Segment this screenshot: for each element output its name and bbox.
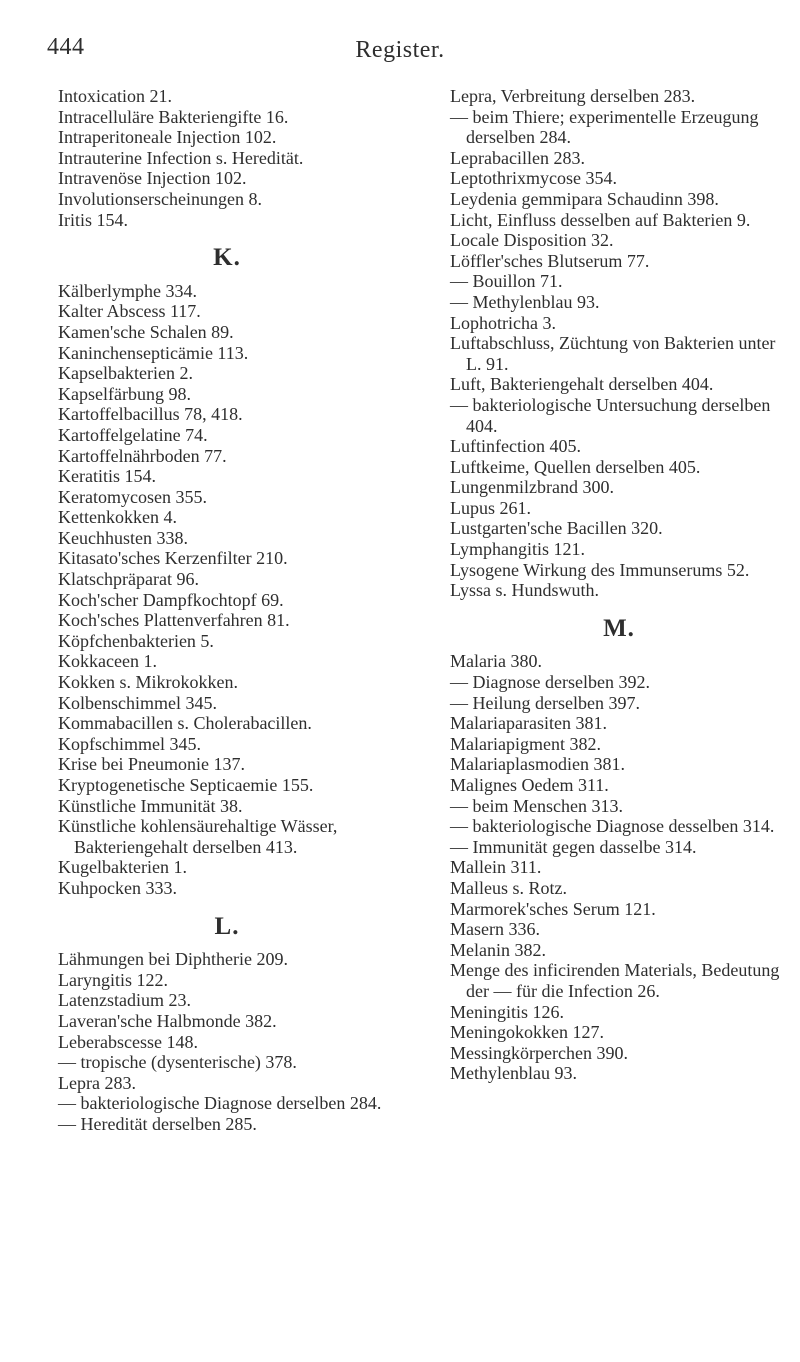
index-entry: Malignes Oedem 311. bbox=[450, 775, 609, 795]
index-entry: Lepra, Verbreitung derselben 283. bbox=[450, 86, 696, 106]
index-entry: Kalter Abscess 117. bbox=[58, 301, 201, 322]
index-entry: Kaninchensepticämie 113. bbox=[58, 342, 249, 363]
index-entry: — Heredität derselben 285. bbox=[58, 1113, 257, 1134]
index-entry: Kokkaceen 1. bbox=[58, 651, 157, 672]
index-entry: — Immunität gegen dasselbe 314. bbox=[450, 836, 697, 857]
index-entry: Lysogene Wirkung des Immunserums 52. bbox=[450, 559, 750, 580]
index-entry: Kitasato'sches Kerzenfilter 210. bbox=[58, 548, 288, 569]
index-entry: Kapselbakterien 2. bbox=[58, 363, 193, 384]
index-entry: Licht, Einfluss desselben auf Bakterien 9. bbox=[450, 209, 751, 230]
index-entry: — beim Menschen 313. bbox=[450, 795, 623, 816]
index-entry: — bakteriologische Untersuchung derselben 404. bbox=[450, 394, 771, 436]
index-entry: Kettenkokken 4. bbox=[58, 507, 177, 528]
index-entry: Kokken s. Mikrokokken. bbox=[58, 672, 238, 693]
index-entry: Kryptogenetische Septicaemie 155. bbox=[58, 775, 314, 795]
index-entry: — tropische (dysenterische) 378. bbox=[58, 1052, 297, 1073]
index-entry: Koch'sches Plattenverfahren 81. bbox=[58, 610, 290, 631]
index-entry: Kopfschimmel 345. bbox=[58, 733, 201, 754]
index-entry: Luftabschluss, Züchtung von Bakterien unter L. 91. bbox=[450, 333, 776, 374]
index-entry: Latenzstadium 23. bbox=[58, 990, 191, 1011]
index-entry: Meningitis 126. bbox=[450, 1001, 565, 1022]
index-entry: Kommabacillen s. Cholerabacillen. bbox=[58, 713, 312, 734]
index-entry: Meningokokken 127. bbox=[450, 1022, 604, 1043]
index-entry: Keratitis 154. bbox=[58, 466, 156, 487]
index-entry: Kartoffelgelatine 74. bbox=[58, 424, 208, 445]
index-entry: Laveran'sche Halbmonde 382. bbox=[58, 1010, 277, 1031]
index-entry: Klatschpräparat 96. bbox=[58, 569, 199, 590]
index-entry: Lungenmilzbrand 300. bbox=[450, 477, 614, 498]
page-number: 444 bbox=[47, 34, 85, 60]
index-entry: Kamen'sche Schalen 89. bbox=[58, 321, 234, 342]
index-entry: Malariaparasiten 381. bbox=[450, 713, 607, 734]
index-entry: Löffler'sches Blutserum 77. bbox=[450, 250, 650, 271]
index-entry: Krise bei Pneumonie 137. bbox=[58, 754, 245, 775]
index-entry: Leydenia gemmipara Schaudinn 398. bbox=[450, 188, 719, 209]
index-entry: Malaria 380. bbox=[450, 651, 542, 672]
index-entry: Kartoffelbacillus 78, 418. bbox=[58, 404, 243, 425]
index-entry: Marmorek'sches Serum 121. bbox=[450, 898, 656, 919]
index-entry: Künstliche Immunität 38. bbox=[58, 795, 243, 816]
index-entry: Mallein 311. bbox=[450, 857, 542, 878]
index-entry: Intrauterine Infection s. Heredität. bbox=[58, 147, 304, 168]
index-entry: — Heilung derselben 397. bbox=[450, 692, 640, 713]
index-entry: Involutionserscheinungen 8. bbox=[58, 188, 262, 209]
index-entry: Malleus s. Rotz. bbox=[450, 877, 567, 898]
index-entry: Intravenöse Injection 102. bbox=[58, 168, 247, 189]
index-entry: Keratomycosen 355. bbox=[58, 486, 207, 507]
index-entry: — Diagnose derselben 392. bbox=[450, 672, 650, 693]
index-entry: — Methylenblau 93. bbox=[450, 291, 600, 312]
index-entry: Iritis 154. bbox=[58, 209, 128, 230]
index-column-left bbox=[58, 86, 396, 1135]
index-entry: Leptothrixmycose 354. bbox=[450, 168, 617, 189]
index-entry: Kartoffelnährboden 77. bbox=[58, 445, 227, 466]
section-letter-heading: L. bbox=[214, 912, 240, 940]
index-entry: Künstliche kohlensäurehaltige Wässer, Bakteriengehalt derselben 413. bbox=[58, 816, 338, 857]
index-entry: Leberabscesse 148. bbox=[58, 1031, 198, 1052]
index-entry: Malariapigment 382. bbox=[450, 733, 601, 754]
index-entry: Kuhpocken 333. bbox=[58, 877, 177, 898]
index-entry: Lophotricha 3. bbox=[450, 312, 556, 333]
index-entry: Malariaplasmodien 381. bbox=[450, 754, 625, 775]
index-entry: Luft, Bakteriengehalt derselben 404. bbox=[450, 374, 714, 395]
index-entry: Luftinfection 405. bbox=[450, 436, 581, 457]
index-entry: Keuchhusten 338. bbox=[58, 527, 188, 548]
index-entry: Kälberlymphe 334. bbox=[58, 280, 197, 301]
index-entry: Methylenblau 93. bbox=[450, 1063, 577, 1084]
index-entry: Kugelbakterien 1. bbox=[58, 857, 187, 878]
index-entry: Lupus 261. bbox=[450, 497, 531, 518]
section-letter-heading: K. bbox=[213, 244, 241, 272]
index-column-right bbox=[450, 86, 788, 1084]
index-entry: — beim Thiere; experimentelle Erzeugung derselben 284. bbox=[450, 106, 759, 148]
index-entry: Locale Disposition 32. bbox=[450, 230, 614, 251]
index-entry: Lähmungen bei Diphtherie 209. bbox=[58, 949, 288, 970]
index-entry: Kapselfärbung 98. bbox=[58, 383, 191, 404]
index-entry: Masern 336. bbox=[450, 919, 540, 940]
index-entry: Menge des inficirenden Materials, Bedeutung der — für die Infection 26. bbox=[450, 960, 780, 1001]
index-entry: Lepra 283. bbox=[58, 1072, 136, 1093]
index-entry: Koch'scher Dampfkochtopf 69. bbox=[58, 589, 284, 610]
index-entry: Lymphangitis 121. bbox=[450, 539, 585, 560]
index-entry: Laryngitis 122. bbox=[58, 969, 168, 990]
index-entry: Intracelluläre Bakteriengifte 16. bbox=[58, 106, 289, 127]
running-head: Register. bbox=[355, 37, 445, 63]
index-entry: Messingkörperchen 390. bbox=[450, 1042, 628, 1063]
index-entry: Intraperitoneale Injection 102. bbox=[58, 127, 277, 148]
index-entry: Melanin 382. bbox=[450, 939, 546, 960]
index-entry: Lyssa s. Hundswuth. bbox=[450, 580, 600, 601]
section-letter-heading: M. bbox=[603, 614, 635, 642]
index-entry: Luftkeime, Quellen derselben 405. bbox=[450, 456, 701, 477]
index-entry: — Bouillon 71. bbox=[450, 271, 563, 292]
index-entry: Intoxication 21. bbox=[58, 86, 172, 106]
index-entry: — bakteriologische Diagnose desselben 314. bbox=[450, 816, 775, 837]
index-entry: Leprabacillen 283. bbox=[450, 147, 585, 168]
index-entry: Lustgarten'sche Bacillen 320. bbox=[450, 518, 663, 539]
index-entry: — bakteriologische Diagnose derselben 284. bbox=[58, 1093, 382, 1114]
index-entry: Köpfchenbakterien 5. bbox=[58, 630, 214, 651]
index-entry: Kolbenschimmel 345. bbox=[58, 692, 217, 713]
